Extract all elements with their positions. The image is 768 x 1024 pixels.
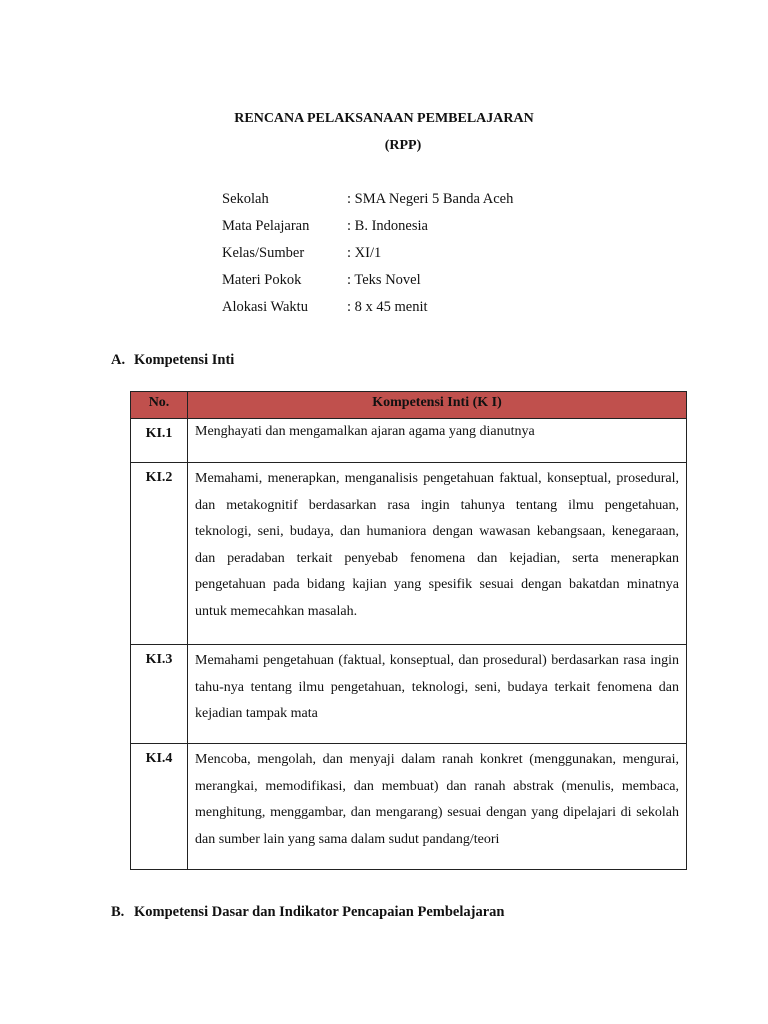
document-subtitle: (RPP) bbox=[384, 138, 422, 153]
info-row-materi-pokok bbox=[222, 270, 682, 297]
info-label: Materi Pokok bbox=[222, 272, 302, 288]
table-row bbox=[131, 463, 687, 645]
info-label: Alokasi Waktu bbox=[222, 299, 308, 315]
kompetensi-inti-table bbox=[130, 391, 687, 870]
row-description: Menghayati dan mengamalkan ajaran agama yang dianutnya bbox=[188, 419, 687, 463]
row-description: Mencoba, mengolah, dan menyaji dalam ranah konkret (menggunakan, mengurai, merangkai, memodifikasi, dan membuat) dan ranah abstrak (menulis, membaca, menghitung, menggambar, dan mengarang) sesuai dengan yang dipelajari di sekolah dan sumber lain yang sama dalam sudut pandang/teori bbox=[188, 744, 687, 870]
row-number: KI.1 bbox=[131, 419, 188, 463]
info-value: : Teks Novel bbox=[347, 272, 421, 288]
row-number: KI.3 bbox=[131, 645, 188, 744]
info-label: Kelas/Sumber bbox=[222, 245, 305, 261]
info-row-mata-pelajaran bbox=[222, 216, 682, 243]
section-letter: B. bbox=[111, 904, 125, 920]
row-number: KI.2 bbox=[131, 463, 188, 645]
info-value: : SMA Negeri 5 Banda Aceh bbox=[347, 191, 514, 207]
info-value: : XI/1 bbox=[347, 245, 382, 261]
row-description: Memahami pengetahuan (faktual, konseptual, dan prosedural) berdasarkan rasa ingin tahu-nya tentang ilmu pengetahuan, teknologi, seni, budaya terkait fenomena dan kejadian tampak mata bbox=[188, 645, 687, 744]
info-label: Sekolah bbox=[222, 191, 269, 207]
row-number: KI.4 bbox=[131, 744, 188, 870]
section-letter: A. bbox=[111, 352, 126, 368]
table-row bbox=[131, 419, 687, 463]
table-row bbox=[131, 645, 687, 744]
row-description: Memahami, menerapkan, menganalisis pengetahuan faktual, konseptual, prosedural, dan metakognitif berdasarkan rasa ingin tahunya tentang ilmu pengetahuan, teknologi, seni, budaya, dan humaniora dengan wawasan kebangsaan, kenegaraan, dan peradaban terkait penyebab fenomena dan kejadian, serta menerapkan pengetahuan pada bidang kajian yang spesifik sesuai dengan bakatdan minatnya untuk memecahkan masalah. bbox=[188, 463, 687, 645]
info-value: : 8 x 45 menit bbox=[347, 299, 428, 315]
info-label: Mata Pelajaran bbox=[222, 218, 310, 234]
header-kompetensi: Kompetensi Inti (K I) bbox=[188, 392, 687, 419]
info-row-kelas bbox=[222, 243, 682, 270]
table-header-row bbox=[131, 392, 687, 419]
section-title: Kompetensi Dasar dan Indikator Pencapaian Pembelajaran bbox=[134, 904, 505, 920]
table-row bbox=[131, 744, 687, 870]
section-heading-b bbox=[111, 902, 504, 922]
info-row-alokasi-waktu bbox=[222, 297, 682, 324]
identity-block bbox=[222, 189, 682, 324]
header-no: No. bbox=[131, 392, 188, 419]
section-heading-a bbox=[111, 350, 234, 370]
section-title: Kompetensi Inti bbox=[134, 352, 235, 368]
info-value: : B. Indonesia bbox=[347, 218, 428, 234]
info-row-sekolah bbox=[222, 189, 682, 216]
document-title: RENCANA PELAKSANAAN PEMBELAJARAN bbox=[234, 111, 534, 126]
